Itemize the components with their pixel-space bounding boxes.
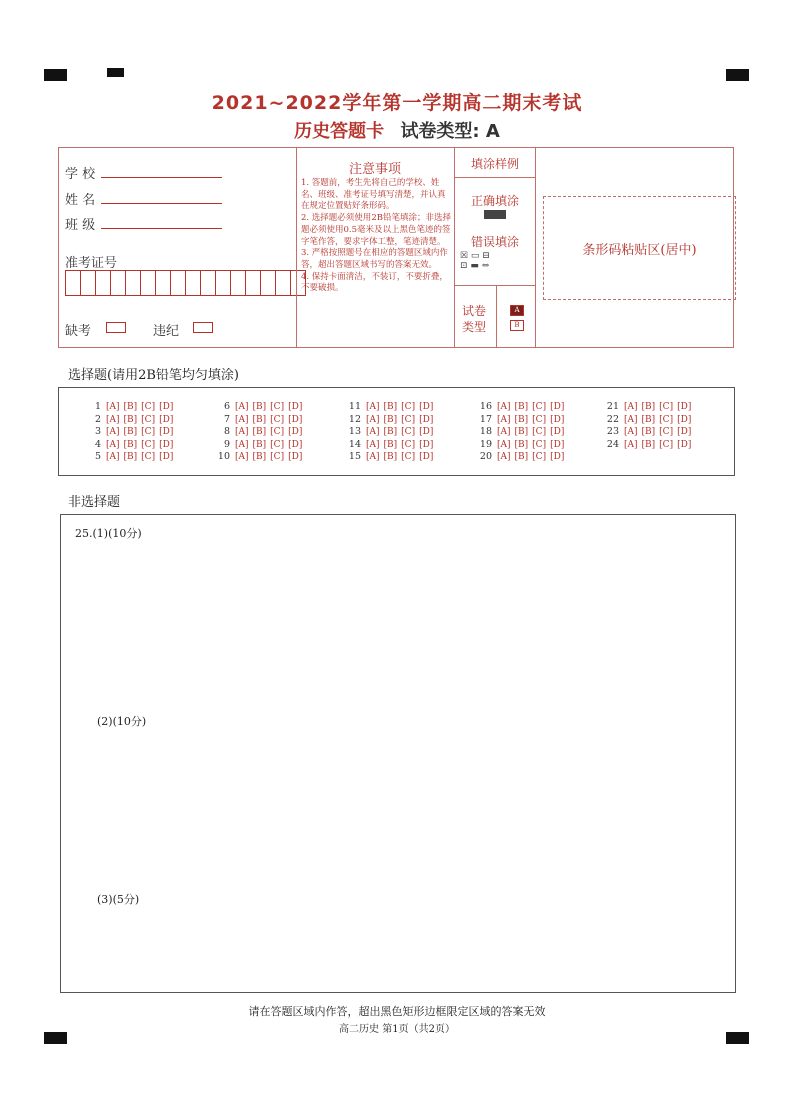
correct-fill-label: 正确填涂 bbox=[470, 194, 519, 208]
subject-title: 历史答题卡 bbox=[294, 121, 385, 142]
question-row bbox=[599, 426, 695, 439]
answer-option[interactable]: [C] bbox=[659, 427, 674, 437]
paper-type-b-box[interactable]: B bbox=[510, 320, 524, 331]
answer-option[interactable]: [A] bbox=[497, 414, 511, 425]
answer-option[interactable]: [C] bbox=[401, 414, 416, 425]
answer-option[interactable]: [A] bbox=[235, 402, 249, 412]
answer-option[interactable]: [A] bbox=[366, 439, 380, 450]
question-number: 11 bbox=[348, 401, 361, 412]
notes-list bbox=[301, 178, 451, 295]
answer-option[interactable]: [A] bbox=[366, 452, 380, 462]
correct-fill-sample bbox=[484, 210, 506, 219]
alignment-mark-top-left-2 bbox=[107, 68, 124, 77]
question-row bbox=[472, 401, 568, 414]
note-item: 2. 选择题必须使用2B铅笔填涂；非选择题必须使用0.5毫米及以上黑色笔迹的签字笔作答，要求字体工整，笔迹清楚。 bbox=[301, 213, 451, 247]
question-row bbox=[472, 451, 568, 464]
answer-option[interactable]: [D] bbox=[677, 439, 692, 450]
question-number: 19 bbox=[479, 438, 492, 450]
question-number: 2 bbox=[94, 413, 101, 425]
answer-option[interactable]: [B] bbox=[641, 414, 656, 425]
answer-option[interactable]: [C] bbox=[401, 439, 416, 450]
question-number: 16 bbox=[479, 401, 492, 412]
answer-option[interactable]: [B] bbox=[252, 414, 267, 425]
notes-panel bbox=[297, 148, 453, 347]
answer-option[interactable]: [A] bbox=[624, 439, 638, 450]
answer-option[interactable]: [D] bbox=[550, 402, 565, 412]
exam-title: 2021~2022学年第一学期高二期末考试 bbox=[211, 92, 583, 114]
question-row bbox=[341, 426, 437, 439]
answer-option[interactable]: [B] bbox=[123, 427, 138, 437]
paper-type: 试卷类型: A bbox=[400, 121, 500, 142]
question-number: 15 bbox=[348, 451, 361, 462]
school-field[interactable] bbox=[101, 177, 222, 178]
divider bbox=[454, 177, 535, 178]
question-number: 8 bbox=[223, 426, 230, 437]
answer-option[interactable]: [B] bbox=[252, 402, 267, 412]
notes-title: 注意事项 bbox=[348, 162, 401, 177]
answer-option[interactable]: [D] bbox=[550, 427, 565, 437]
exam-id-boxes[interactable] bbox=[65, 270, 306, 296]
divider bbox=[454, 285, 535, 286]
name-field[interactable] bbox=[101, 203, 222, 204]
answer-option[interactable]: [A] bbox=[497, 402, 511, 412]
footer-warning: 请在答题区域内作答，超出黑色矩形边框限定区域的答案无效 bbox=[248, 1005, 546, 1018]
candidate-info-box bbox=[58, 147, 734, 348]
note-item: 1. 答题前，考生先将自己的学校、姓名、班级、准考证号填写清楚，并认真在规定位置贴好条形码。 bbox=[301, 178, 446, 212]
question-row bbox=[81, 439, 177, 452]
answer-option[interactable]: [A] bbox=[624, 414, 638, 425]
answer-option[interactable]: [C] bbox=[532, 414, 547, 425]
answer-option[interactable]: [D] bbox=[550, 452, 565, 462]
answer-option[interactable]: [B] bbox=[514, 439, 529, 450]
paper-type-label: 试卷类型 bbox=[461, 304, 486, 334]
question-number: 18 bbox=[479, 426, 492, 437]
answer-option[interactable]: [C] bbox=[659, 402, 674, 412]
answer-option[interactable]: [D] bbox=[288, 427, 303, 437]
question-row bbox=[341, 401, 437, 414]
answer-option[interactable]: [B] bbox=[383, 414, 398, 425]
answer-option[interactable]: [B] bbox=[123, 414, 138, 425]
note-item: 3. 严格按照题号在相应的答题区域内作答，超出答题区域书写的答案无效。 bbox=[301, 248, 448, 270]
answer-option[interactable]: [B] bbox=[123, 439, 138, 450]
choice-column bbox=[472, 401, 568, 464]
answer-option[interactable]: [C] bbox=[270, 402, 285, 412]
choice-column bbox=[599, 401, 695, 451]
answer-option[interactable]: [D] bbox=[419, 414, 434, 425]
answer-option[interactable]: [B] bbox=[123, 452, 138, 462]
question-number: 14 bbox=[348, 438, 361, 450]
answer-option[interactable]: [A] bbox=[497, 439, 511, 450]
answer-option[interactable]: [D] bbox=[159, 439, 174, 450]
answer-option[interactable]: [C] bbox=[401, 402, 416, 412]
answer-option[interactable]: [A] bbox=[235, 439, 249, 450]
answer-option[interactable]: [D] bbox=[677, 427, 692, 437]
answer-option[interactable]: [D] bbox=[550, 439, 565, 450]
answer-option[interactable]: [D] bbox=[419, 402, 434, 412]
paper-type-a-box[interactable]: A bbox=[510, 305, 524, 316]
question-number: 21 bbox=[606, 401, 619, 412]
question-row bbox=[341, 451, 437, 464]
question-row bbox=[81, 414, 177, 427]
answer-option[interactable]: [C] bbox=[270, 439, 285, 450]
question-row bbox=[81, 401, 177, 414]
answer-option[interactable]: [B] bbox=[514, 414, 529, 425]
question-number: 20 bbox=[479, 451, 492, 462]
question-row bbox=[472, 414, 568, 427]
question-row bbox=[210, 426, 306, 439]
alignment-mark-top-left bbox=[44, 69, 67, 81]
question-row bbox=[341, 414, 437, 427]
answer-option[interactable]: [D] bbox=[677, 402, 692, 412]
question-row bbox=[210, 414, 306, 427]
answer-option[interactable]: [A] bbox=[106, 439, 120, 450]
answer-option[interactable]: [C] bbox=[659, 414, 674, 425]
question-25-2: (2)(10分) bbox=[97, 715, 147, 728]
answer-option[interactable]: [D] bbox=[159, 402, 174, 412]
answer-option[interactable]: [C] bbox=[270, 414, 285, 425]
choice-column bbox=[81, 401, 177, 464]
answer-option[interactable]: [A] bbox=[106, 452, 120, 462]
answer-option[interactable]: [C] bbox=[532, 452, 547, 462]
question-number: 5 bbox=[94, 451, 101, 462]
question-number: 9 bbox=[223, 438, 230, 450]
answer-option[interactable]: [A] bbox=[366, 402, 380, 412]
answer-option[interactable]: [A] bbox=[366, 427, 380, 437]
answer-option[interactable]: [B] bbox=[641, 402, 656, 412]
question-number: 7 bbox=[223, 413, 230, 425]
class-field[interactable] bbox=[101, 228, 222, 229]
wrong-fill-label: 错误填涂 bbox=[470, 235, 519, 249]
barcode-area bbox=[543, 196, 736, 300]
answer-option[interactable]: [C] bbox=[141, 427, 156, 437]
answer-option[interactable]: [B] bbox=[641, 439, 656, 450]
answer-option[interactable]: [C] bbox=[270, 427, 285, 437]
answer-option[interactable]: [B] bbox=[252, 439, 267, 450]
name-label: 姓 名 bbox=[65, 193, 96, 208]
wrong-fill-samples: ☒ ▭ ⊟ ⊡ ▬ ⇔ bbox=[460, 251, 490, 271]
answer-option[interactable]: [C] bbox=[141, 414, 156, 425]
answer-option[interactable]: [A] bbox=[235, 427, 249, 437]
exam-id-label: 准考证号 bbox=[65, 256, 118, 271]
alignment-mark-top-right bbox=[726, 69, 749, 81]
question-row bbox=[210, 401, 306, 414]
answer-option[interactable]: [D] bbox=[288, 414, 303, 425]
question-number: 12 bbox=[348, 413, 361, 425]
answer-option[interactable]: [A] bbox=[106, 402, 120, 412]
answer-option[interactable]: [B] bbox=[514, 402, 529, 412]
question-row bbox=[472, 439, 568, 452]
answer-option[interactable]: [C] bbox=[532, 402, 547, 412]
violation-checkbox[interactable] bbox=[193, 322, 213, 333]
absent-label: 缺考 bbox=[65, 324, 92, 339]
answer-option[interactable]: [C] bbox=[141, 402, 156, 412]
question-row bbox=[472, 426, 568, 439]
question-row bbox=[599, 401, 695, 414]
answer-option[interactable]: [D] bbox=[159, 452, 174, 462]
answer-option[interactable]: [A] bbox=[624, 427, 638, 437]
choice-column bbox=[210, 401, 306, 464]
class-label: 班 级 bbox=[65, 218, 96, 233]
answer-option[interactable]: [D] bbox=[159, 427, 174, 437]
answer-option[interactable]: [C] bbox=[532, 427, 547, 437]
answer-option[interactable]: [C] bbox=[659, 439, 674, 450]
question-number: 4 bbox=[94, 438, 101, 450]
choice-section-title: 选择题(请用2B铅笔均匀填涂) bbox=[68, 368, 239, 383]
question-row bbox=[341, 439, 437, 452]
answer-option[interactable]: [D] bbox=[419, 439, 434, 450]
fill-sample-title: 填涂样例 bbox=[470, 157, 519, 171]
question-row bbox=[81, 451, 177, 464]
answer-option[interactable]: [C] bbox=[141, 439, 156, 450]
question-row bbox=[599, 439, 695, 452]
sheet-title bbox=[0, 117, 794, 143]
answer-option[interactable]: [D] bbox=[288, 439, 303, 450]
answer-option[interactable]: [B] bbox=[252, 452, 267, 462]
answer-option[interactable]: [A] bbox=[497, 452, 511, 462]
question-row bbox=[81, 426, 177, 439]
answer-option[interactable]: [D] bbox=[550, 414, 565, 425]
question-number: 1 bbox=[94, 401, 101, 412]
answer-option[interactable]: [D] bbox=[419, 452, 434, 462]
violation-label: 违纪 bbox=[153, 324, 180, 339]
absent-checkbox[interactable] bbox=[106, 322, 126, 333]
answer-option[interactable]: [C] bbox=[270, 452, 285, 462]
answer-option[interactable]: [D] bbox=[288, 402, 303, 412]
answer-option[interactable]: [C] bbox=[401, 427, 416, 437]
divider bbox=[535, 148, 536, 347]
answer-option[interactable]: [A] bbox=[497, 427, 511, 437]
page-number: 高二历史 第1页（共2页） bbox=[339, 1024, 455, 1035]
answer-option[interactable]: [A] bbox=[235, 452, 249, 462]
question-number: 13 bbox=[348, 426, 361, 437]
answer-option[interactable]: [B] bbox=[123, 402, 138, 412]
answer-option[interactable]: [B] bbox=[383, 427, 398, 437]
answer-option[interactable]: [B] bbox=[641, 427, 656, 437]
answer-option[interactable]: [B] bbox=[514, 427, 529, 437]
answer-option[interactable]: [A] bbox=[106, 414, 120, 425]
question-number: 17 bbox=[479, 413, 492, 425]
answer-option[interactable]: [A] bbox=[624, 402, 638, 412]
question-number: 10 bbox=[217, 451, 230, 462]
non-choice-answer-box[interactable] bbox=[60, 514, 736, 993]
answer-option[interactable]: [B] bbox=[383, 402, 398, 412]
school-label: 学 校 bbox=[65, 167, 96, 182]
divider bbox=[496, 285, 497, 347]
answer-option[interactable]: [B] bbox=[383, 452, 398, 462]
choice-answer-box bbox=[58, 387, 735, 476]
answer-option[interactable]: [C] bbox=[401, 452, 416, 462]
answer-option[interactable]: [A] bbox=[106, 427, 120, 437]
question-25-1: 25.(1)(10分) bbox=[75, 527, 142, 540]
question-number: 22 bbox=[606, 413, 619, 425]
choice-column bbox=[341, 401, 437, 464]
question-number: 6 bbox=[223, 401, 230, 412]
question-row bbox=[210, 439, 306, 452]
answer-option[interactable]: [B] bbox=[383, 439, 398, 450]
note-item: 4. 保持卡面清洁，不装订，不要折叠，不要破损。 bbox=[301, 271, 448, 294]
answer-option[interactable]: [B] bbox=[252, 427, 267, 437]
question-number: 3 bbox=[94, 426, 101, 437]
question-25-3: (3)(5分) bbox=[97, 893, 140, 906]
question-number: 24 bbox=[606, 438, 619, 450]
answer-option[interactable]: [D] bbox=[677, 414, 692, 425]
barcode-label: 条形码粘贴区(居中) bbox=[582, 242, 697, 258]
answer-option[interactable]: [C] bbox=[532, 439, 547, 450]
answer-option[interactable]: [D] bbox=[159, 414, 174, 425]
answer-option[interactable]: [D] bbox=[419, 427, 434, 437]
answer-option[interactable]: [D] bbox=[288, 452, 303, 462]
non-choice-section-title: 非选择题 bbox=[68, 495, 121, 510]
answer-option[interactable]: [A] bbox=[235, 414, 249, 425]
question-row bbox=[210, 451, 306, 464]
answer-option[interactable]: [C] bbox=[141, 452, 156, 462]
answer-option[interactable]: [A] bbox=[366, 414, 380, 425]
answer-option[interactable]: [B] bbox=[514, 452, 529, 462]
question-row bbox=[599, 414, 695, 427]
question-number: 23 bbox=[606, 426, 619, 437]
